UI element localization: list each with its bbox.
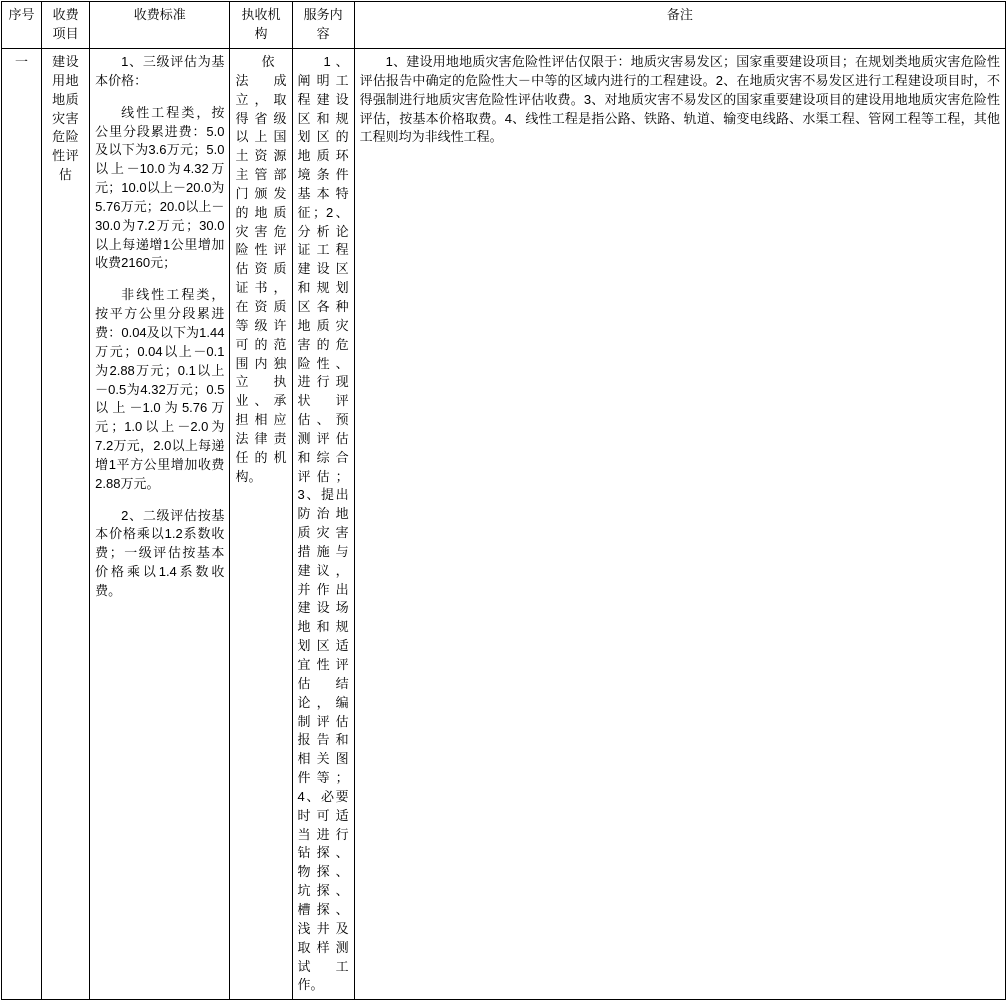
table-body [2, 49, 1006, 1000]
cell-sequence: 一 [2, 49, 42, 1000]
agency-text: 依法成立，取得省级以上国土资源主管部门颁发的地质灾害危险性评估资质证书，在资质等级许可的范围内独立执业、承担相应法律责任的机构。 [235, 54, 287, 484]
column-header-standard: 收费标准 [90, 2, 230, 49]
standard-paragraph-1: 1、三级评估为基本价格： [95, 54, 225, 88]
column-header-service: 服务内容 [292, 2, 354, 49]
cell-collecting-agency [230, 49, 292, 1000]
standard-paragraph-4: 2、二级评估按基本价格乘以1.2系数收费；一级评估按基本价格乘以1.4系数收费。 [95, 507, 225, 598]
table-header [2, 2, 1006, 49]
fee-standard-table [1, 1, 1006, 1000]
table-row [2, 49, 1006, 1000]
column-header-agency: 执收机构 [230, 2, 292, 49]
column-header-item: 收费项目 [42, 2, 90, 49]
column-header-remark: 备注 [354, 2, 1005, 49]
cell-remark [354, 49, 1005, 1000]
cell-service-content [292, 49, 354, 1000]
cell-fee-standard [90, 49, 230, 1000]
table-header-row [2, 2, 1006, 49]
document-page [0, 1, 1007, 993]
service-text: 1、阐明工程建设区和规划区的地质环境条件基本特征；2、分析论证工程建设区和规划区各种地质灾害的危险性、进行现状评估、预测评估和综合评估；3、提出防治地质灾害措施与建议，并作出建设场地和规划区适宜性评估结论，编制评估报告和相关图件等；4、必要时可适当进行钻探、物探、坑探、槽探、浅井及取样测试工作。 [297, 54, 349, 993]
standard-paragraph-2: 线性工程类，按公里分段累进费：5.0及以下为3.6万元；5.0以上－10.0为4.32万元；10.0以上－20.0为5.76万元；20.0以上－30.0为7.2万元；30.0以上每递增1公里增加收费2160元； [95, 104, 225, 271]
column-header-seq: 序号 [2, 2, 42, 49]
standard-paragraph-3: 非线性工程类，按平方公里分段累进费：0.04及以下为1.44万元；0.04以上－0.1为2.88万元；0.1以上－0.5为4.32万元；0.5以上－1.0为5.76万元；1.0以上－2.0为7.2万元，2.0以上每递增1平方公里增加收费2.88万元。 [95, 287, 225, 491]
remark-text: 1、建设用地地质灾害危险性评估仅限于：地质灾害易发区；国家重要建设项目；在规划类地质灾害危险性评估报告中确定的危险性大－中等的区域内进行的工程建设。2、在地质灾害不易发区进行工程建设项目时，不得强制进行地质灾害危险性评估收费。3、对地质灾害不易发区的国家重要建设项目的建设用地地质灾害危险性评估，按基本价格取费。4、线性工程是指公路、铁路、轨道、输变电线路、水渠工程、管网工程等工程，其他工程则均为非线性工程。 [359, 54, 1000, 145]
cell-fee-item: 建设用地地质灾害危险性评估 [42, 49, 90, 1000]
